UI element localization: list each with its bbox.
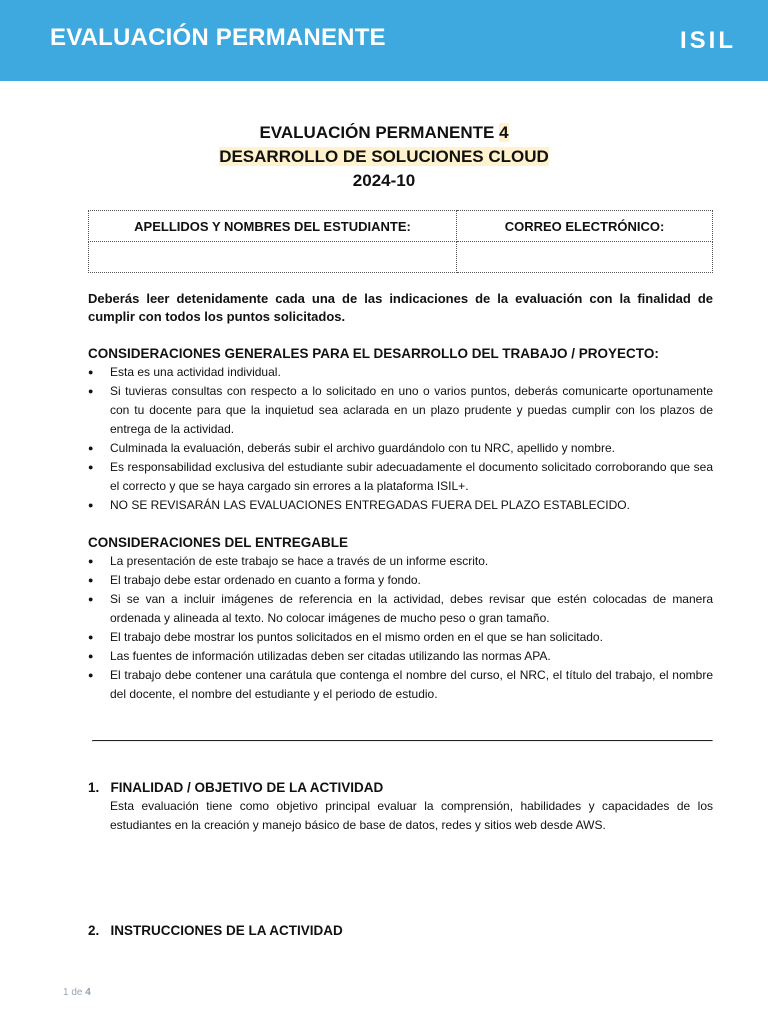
general-considerations-list [88, 363, 713, 515]
list-item: ● El trabajo debe estar ordenado en cuanto a forma y fondo. [88, 571, 713, 590]
list-item: ● El trabajo debe mostrar los puntos solicitados en el mismo orden en el que se han solicitado. [88, 628, 713, 647]
page-separator: de [68, 987, 86, 998]
list-item: ● Las fuentes de información utilizadas deben ser citadas utilizando las normas APA. [88, 647, 713, 666]
list-item: ● La presentación de este trabajo se hace a través de un informe escrito. [88, 552, 713, 571]
student-name-header: APELLIDOS Y NOMBRES DEL ESTUDIANTE: [89, 211, 457, 242]
section-2-title: 2. INSTRUCCIONES DE LA ACTIVIDAD [88, 923, 343, 938]
term: 2024-10 [352, 171, 416, 190]
deliverable-considerations-list [88, 552, 713, 704]
list-item: ● El trabajo debe contener una carátula que contenga el nombre del curso, el NRC, el título del trabajo, el nombre del docente, el nombre del estudiante y el periodo de estudio. [88, 666, 713, 704]
title-prefix: EVALUACIÓN PERMANENTE [259, 123, 500, 142]
title-line-1 [0, 121, 768, 145]
isil-logo: ISIL [679, 27, 736, 54]
page-number [63, 987, 91, 998]
section-1-body: Esta evaluación tiene como objetivo principal evaluar la comprensión, habilidades y capacidades de los estudiantes en la creación y manejo básico de base de datos, redes y sitios web desde AWS. [110, 799, 713, 832]
document-body [88, 290, 713, 940]
list-item: ● Si se van a incluir imágenes de referencia en la actividad, debes revisar que estén colocadas de manera ordenada y alineada al texto. No colocar imágenes de mucho peso o gran tamaño. [88, 590, 713, 628]
list-item: ● Si tuvieras consultas con respecto a lo solicitado en uno o varios puntos, deberás comunicarte oportunamente con tu docente para que la inquietud sea aclarada en un plazo prudente y puedas cumplir con los plazos de entrega de la actividad. [88, 382, 713, 439]
list-item: ● Esta es una actividad individual. [88, 363, 713, 382]
evaluation-number: 4 [499, 123, 509, 142]
student-info-table [88, 210, 713, 273]
banner-title: EVALUACIÓN PERMANENTE [50, 24, 386, 51]
student-name-cell[interactable] [89, 242, 457, 273]
deliverable-considerations-title: CONSIDERACIONES DEL ENTREGABLE [88, 535, 349, 550]
total-pages: 4 [85, 987, 91, 998]
title-line-2 [0, 145, 768, 169]
list-item: ● Es responsabilidad exclusiva del estudiante subir adecuadamente el documento solicitado corroborando que sea el correcto y que se haya cargado sin errores a la plataforma ISIL+. [88, 458, 713, 496]
email-header: CORREO ELECTRÓNICO: [457, 211, 713, 242]
list-item: ● NO SE REVISARÁN LAS EVALUACIONES ENTREGADAS FUERA DEL PLAZO ESTABLECIDO. [88, 496, 713, 515]
intro-paragraph: Deberás leer detenidamente cada una de las indicaciones de la evaluación con la finalidad de cumplir con todos los puntos solicitados. [88, 291, 713, 324]
document-title [0, 121, 768, 193]
header-banner [0, 0, 768, 81]
email-cell[interactable] [457, 242, 713, 273]
general-considerations-title: CONSIDERACIONES GENERALES PARA EL DESARROLLO DEL TRABAJO / PROYECTO: [88, 346, 659, 361]
list-item: ● Culminada la evaluación, deberás subir el archivo guardándolo con tu NRC, apellido y nombre. [88, 439, 713, 458]
section-1-title: 1. FINALIDAD / OBJETIVO DE LA ACTIVIDAD [88, 780, 384, 795]
course-name: DESARROLLO DE SOLUCIONES CLOUD [219, 147, 549, 166]
current-page: 1 [63, 987, 69, 998]
